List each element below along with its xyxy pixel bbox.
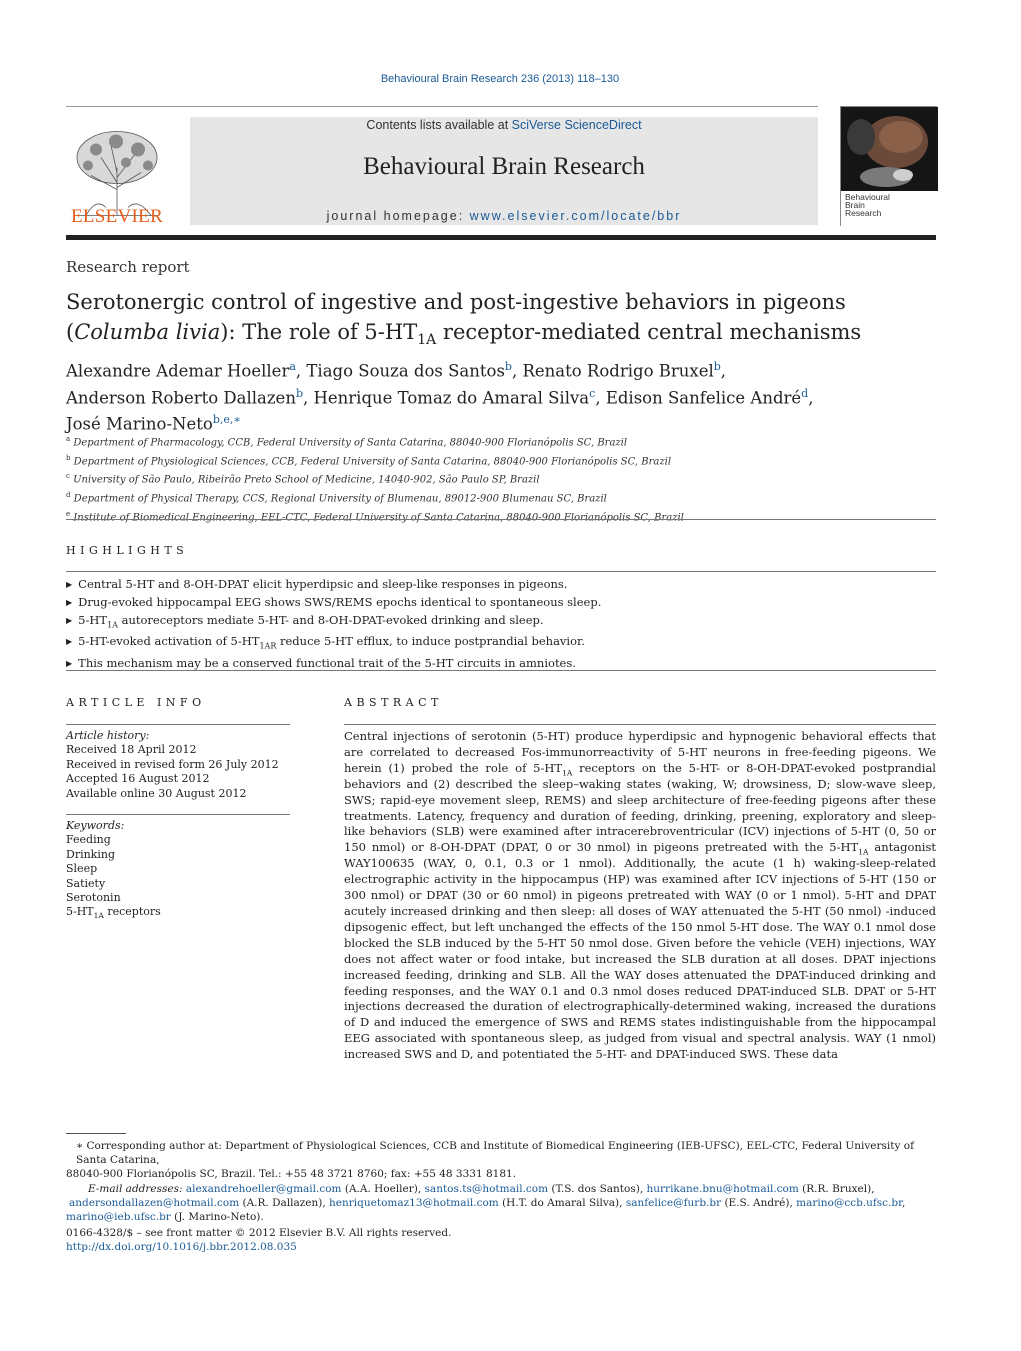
elsevier-wordmark: ELSEVIER <box>70 206 164 227</box>
author-affil-mark[interactable]: b <box>504 360 512 373</box>
affiliation-text: Institute of Biomedical Engineering, EEL-CTC, Federal University of Santa Catarina, 88040-900 Florianópolis SC, Brazil <box>73 512 684 524</box>
email-line <box>66 1210 936 1224</box>
highlights-heading: HIGHLIGHTS <box>66 544 189 557</box>
email-owner: (T.S. dos Santos), <box>548 1182 647 1195</box>
author-affil-mark[interactable]: c <box>589 386 596 400</box>
author-separator: , <box>808 388 814 407</box>
corresponding-author-note <box>66 1139 936 1224</box>
email-line <box>66 1196 936 1210</box>
email-owner: , <box>901 1196 906 1209</box>
author-name[interactable]: Alexandre Ademar Hoeller <box>66 361 290 381</box>
author-affil-mark[interactable]: d <box>801 386 809 400</box>
highlight-item <box>66 576 936 594</box>
highlight-text: autoreceptors mediate 5-HT- and 8-OH-DPAT-evoked drinking and sleep. <box>117 613 544 627</box>
email-link[interactable]: sanfelice@furb.br <box>625 1196 722 1209</box>
citation-link[interactable]: Behavioural Brain Research 236 (2013) 118–130 <box>380 73 620 85</box>
copyright-block <box>66 1226 936 1254</box>
affiliation-text: Department of Physiological Sciences, CCB, Federal University of Santa Catarina, 88040-900 Florianópolis SC, Brazil <box>73 456 672 468</box>
author-name[interactable]: Edison Sanfelice André <box>605 388 802 407</box>
journal-citation[interactable] <box>0 73 1000 85</box>
homepage-prefix: journal homepage: <box>326 209 470 223</box>
highlights-rule-top <box>66 571 936 572</box>
history-revised: Received in revised form 26 July 2012 <box>66 757 279 771</box>
cover-label <box>845 193 890 217</box>
article-history <box>66 729 290 801</box>
title-text: receptor-mediated central mechanisms <box>436 320 862 344</box>
affiliation-key: c <box>66 472 70 481</box>
history-online: Available online 30 August 2012 <box>66 786 247 800</box>
affiliation-item <box>66 469 946 488</box>
title-text: ): The role of 5-HT <box>220 320 418 344</box>
abstract-segment: Central injections of serotonin (5-HT) produce hyperdipsic and hypnogenic behavioral effects that are correlated to decreased Fos-immunorreactivity of 5-HT neurons in free-feeding pigeons. We herein (1) probed the role of 5-HT <box>344 729 936 775</box>
keyword: Feeding <box>66 833 111 847</box>
abstract-subscript: 1A <box>858 847 869 857</box>
affiliation-key: a <box>66 435 71 443</box>
email-owner: (H.T. do Amaral Silva), <box>498 1196 626 1209</box>
highlights-list <box>66 576 936 673</box>
abstract-heading: ABSTRACT <box>344 696 443 709</box>
highlight-item <box>66 594 936 612</box>
author-affil-mark[interactable]: b,e,∗ <box>212 413 241 426</box>
author-name[interactable]: José Marino-Neto <box>66 414 213 434</box>
keyword: Serotonin <box>66 891 121 905</box>
cover-label-line: Research <box>845 208 882 218</box>
abstract-rule <box>344 724 936 725</box>
author-name[interactable]: Henrique Tomaz do Amaral Silva <box>313 388 590 407</box>
email-owner: (E.S. André), <box>721 1196 797 1209</box>
highlight-text: reduce 5-HT efflux, to induce postprandial behavior. <box>276 634 585 649</box>
author-name[interactable]: Anderson Roberto Dallazen <box>66 388 296 407</box>
email-owner: (R.R. Bruxel), <box>798 1182 875 1195</box>
corr-line: 88040-900 Florianópolis SC, Brazil. Tel.: +55 48 3721 8760; fax: +55 48 3331 8181. <box>66 1168 517 1181</box>
contents-prefix: Contents lists available at <box>366 118 512 132</box>
header-top-rule <box>66 106 818 107</box>
keywords-rule <box>66 814 290 815</box>
email-link[interactable]: hurrikane.bnu@hotmail.com <box>646 1182 799 1195</box>
affiliation-key: e <box>66 509 71 518</box>
highlight-subscript: 1A <box>107 620 118 630</box>
email-line <box>66 1182 936 1196</box>
affiliation-key: d <box>66 491 71 500</box>
highlight-item <box>66 612 936 633</box>
article-info-rule <box>66 724 290 725</box>
author-separator: , <box>511 361 523 381</box>
abstract-subscript: 1A <box>562 768 573 778</box>
highlight-item <box>66 633 936 654</box>
affiliation-key: b <box>66 453 71 462</box>
homepage-link[interactable]: www.elsevier.com/locate/bbr <box>469 209 682 223</box>
email-link[interactable]: alexandrehoeller@gmail.com <box>185 1182 342 1195</box>
email-link[interactable]: henriquetomaz13@hotmail.com <box>329 1196 499 1209</box>
author-name[interactable]: Renato Rodrigo Bruxel <box>522 361 714 381</box>
affiliation-item <box>66 488 946 507</box>
abstract-segment: antagonist WAY100635 (WAY, 0, 0.1, 0.3 or 1 nmol). Additionally, the acute (1 h) waking-sleep-related electrographic activity in the hippocampus (HP) was examined after ICV injections of 5-HT (150 or 300 nmol) or DPAT (30 or 60 nmol) in pigeons pretreated with WAY (0 or 1 nmol). 5-HT and DPAT acutely increased drinking and then sleep: all doses of WAY attenuated the 5-HT (50 nmol) -induced dipsogenic effect, but left unchanged the effects of the 150 nmol 5-HT dose. The WAY 0.1 nmol dose blocked the SLB induced by the 5-HT 50 nmol dose. Given before the vehicle (VEH) injections, WAY does not affect water or food intake, but increased the SLB duration at all doses. DPAT injections increased feeding, drinking and SLB. All the WAY doses attenuated the DPAT-induced drinking and feeding responses, and the WAY 0.1 and 0.3 nmol doses reduced DPAT-induced SLB. DPAT or 5-HT injections decreased the duration of electrographically-determined waking, increased the durations of D and induced the emergence of SWS and REMS states indistinguishable from the hippocampal EEG associated with spontaneous sleep, as judged from visual and spectral analysis. WAY (1 nmol) increased SWS and D, and potentiated the 5-HT- and DPAT-induced SWS. These data <box>344 840 936 1062</box>
email-link[interactable]: marino@ccb.ufsc.br <box>796 1196 902 1209</box>
affiliation-text: University of São Paulo, Ribeirão Preto School of Medicine, 14040-902, São Paulo SP, Brazil <box>73 474 540 486</box>
email-owner: (A.A. Hoeller), <box>341 1182 425 1195</box>
email-owner: (J. Marino-Neto). <box>170 1211 264 1224</box>
highlight-text: 5-HT <box>78 613 108 627</box>
title-text: Serotonergic control of ingestive and post-ingestive behaviors in pigeons <box>66 290 846 314</box>
highlight-text: This mechanism may be a conserved functional trait of the 5-HT circuits in amniotes. <box>78 655 576 670</box>
author-name[interactable]: Tiago Souza dos Santos <box>306 361 505 381</box>
journal-cover-image <box>840 106 937 226</box>
journal-title: Behavioural Brain Research <box>363 153 645 180</box>
affiliation-item <box>66 507 946 526</box>
abstract-text <box>344 729 936 1062</box>
email-link[interactable]: marino@ieb.ufsc.br <box>66 1211 171 1224</box>
email-link[interactable]: andersondallazen@hotmail.com <box>69 1196 240 1209</box>
author-affil-mark[interactable]: b <box>713 360 721 373</box>
highlight-subscript: 1AR <box>259 641 277 651</box>
title-subscript: 1A <box>417 332 437 349</box>
affiliation-text: Department of Physical Therapy, CCS, Regional University of Blumenau, 89012-900 Blumenau SC, Brazil <box>73 493 607 505</box>
email-link[interactable]: santos.ts@hotmail.com <box>424 1182 549 1195</box>
issn-line: 0166-4328/$ – see front matter © 2012 Elsevier B.V. All rights reserved. <box>66 1227 452 1239</box>
affiliation-item <box>66 451 946 470</box>
journal-homepage <box>190 209 818 223</box>
author-separator: , <box>595 388 606 407</box>
history-label: Article history: <box>66 729 150 742</box>
author-separator: , <box>295 361 307 381</box>
section-divider <box>66 519 936 520</box>
highlights-rule-bottom <box>66 670 936 671</box>
affiliation-text: Department of Pharmacology, CCB, Federal University of Santa Catarina, 88040-900 Florianópolis SC, Brazil <box>73 437 628 449</box>
author-list <box>66 356 946 436</box>
keyword-subscript: 1A <box>93 911 104 921</box>
title-species: Columba livia <box>74 320 221 344</box>
highlight-text: 5-HT-evoked activation of 5-HT <box>78 634 260 649</box>
email-owner: (A.R. Dallazen), <box>239 1196 330 1209</box>
keywords-block <box>66 819 290 924</box>
author-affil-mark[interactable]: b <box>295 386 303 400</box>
keyword: Drinking <box>66 847 115 861</box>
keywords-label: Keywords: <box>66 819 125 832</box>
author-affil-mark[interactable]: a <box>289 360 296 373</box>
journal-masthead <box>190 117 818 225</box>
corr-line: ∗ Corresponding author at: Department of Physiological Sciences, CCB and Institute of Biomedical Engineering (IEB-UFSC), EEL-CTC, Federal University of Santa Catarina, <box>76 1140 914 1167</box>
email-label: E-mail addresses: <box>88 1182 183 1195</box>
cover-label-line: Brain <box>845 200 865 210</box>
keyword <box>66 905 290 924</box>
keyword: Sleep <box>66 862 98 876</box>
history-received: Received 18 April 2012 <box>66 743 197 757</box>
author-separator: , <box>720 361 727 381</box>
highlight-text: Drug-evoked hippocampal EEG shows SWS/REMS epochs identical to spontaneous sleep. <box>78 595 602 609</box>
keyword: Satiety <box>66 876 106 890</box>
history-accepted: Accepted 16 August 2012 <box>66 772 210 786</box>
article-title <box>66 287 946 355</box>
highlight-text: Central 5-HT and 8-OH-DPAT elicit hyperdipsic and sleep-like responses in pigeons. <box>78 577 568 591</box>
header-thick-rule <box>66 235 936 240</box>
contents-line <box>190 118 818 132</box>
abstract-segment: receptors on the 5-HT- or 8-OH-DPAT-evoked postprandial behaviors and (2) described the sleep–waking states (waking, W; drowsiness, D; slow-wave sleep, SWS; rapid-eye movement sleep, REMS) and sleep architecture of free-feeding pigeons after these treatments. Latency, frequency and duration of feeding, drinking, preening, exploratory and sleep-like behaviors (SLB) were examined after intracerebroventricular (ICV) injections of 5-HT (0, 50 or 150 nmol) or 8-OH-DPAT (DPAT, 0 or 30 nmol) in pigeons pretreated with the 5-HT <box>344 760 936 855</box>
sciencedirect-link[interactable]: SciVerse ScienceDirect <box>511 118 642 132</box>
keyword-text: receptors <box>103 905 161 919</box>
article-info-heading: ARTICLE INFO <box>66 696 206 709</box>
author-separator: , <box>303 388 314 407</box>
article-type: Research report <box>66 258 190 276</box>
title-text: ( <box>66 320 75 344</box>
keyword-text: 5-HT <box>66 905 94 919</box>
affiliation-list <box>66 432 946 526</box>
affiliation-item <box>66 432 946 451</box>
footnote-rule <box>66 1133 126 1134</box>
doi-link[interactable]: http://dx.doi.org/10.1016/j.bbr.2012.08.035 <box>66 1241 297 1254</box>
cover-label-line: Behavioural <box>845 192 890 202</box>
